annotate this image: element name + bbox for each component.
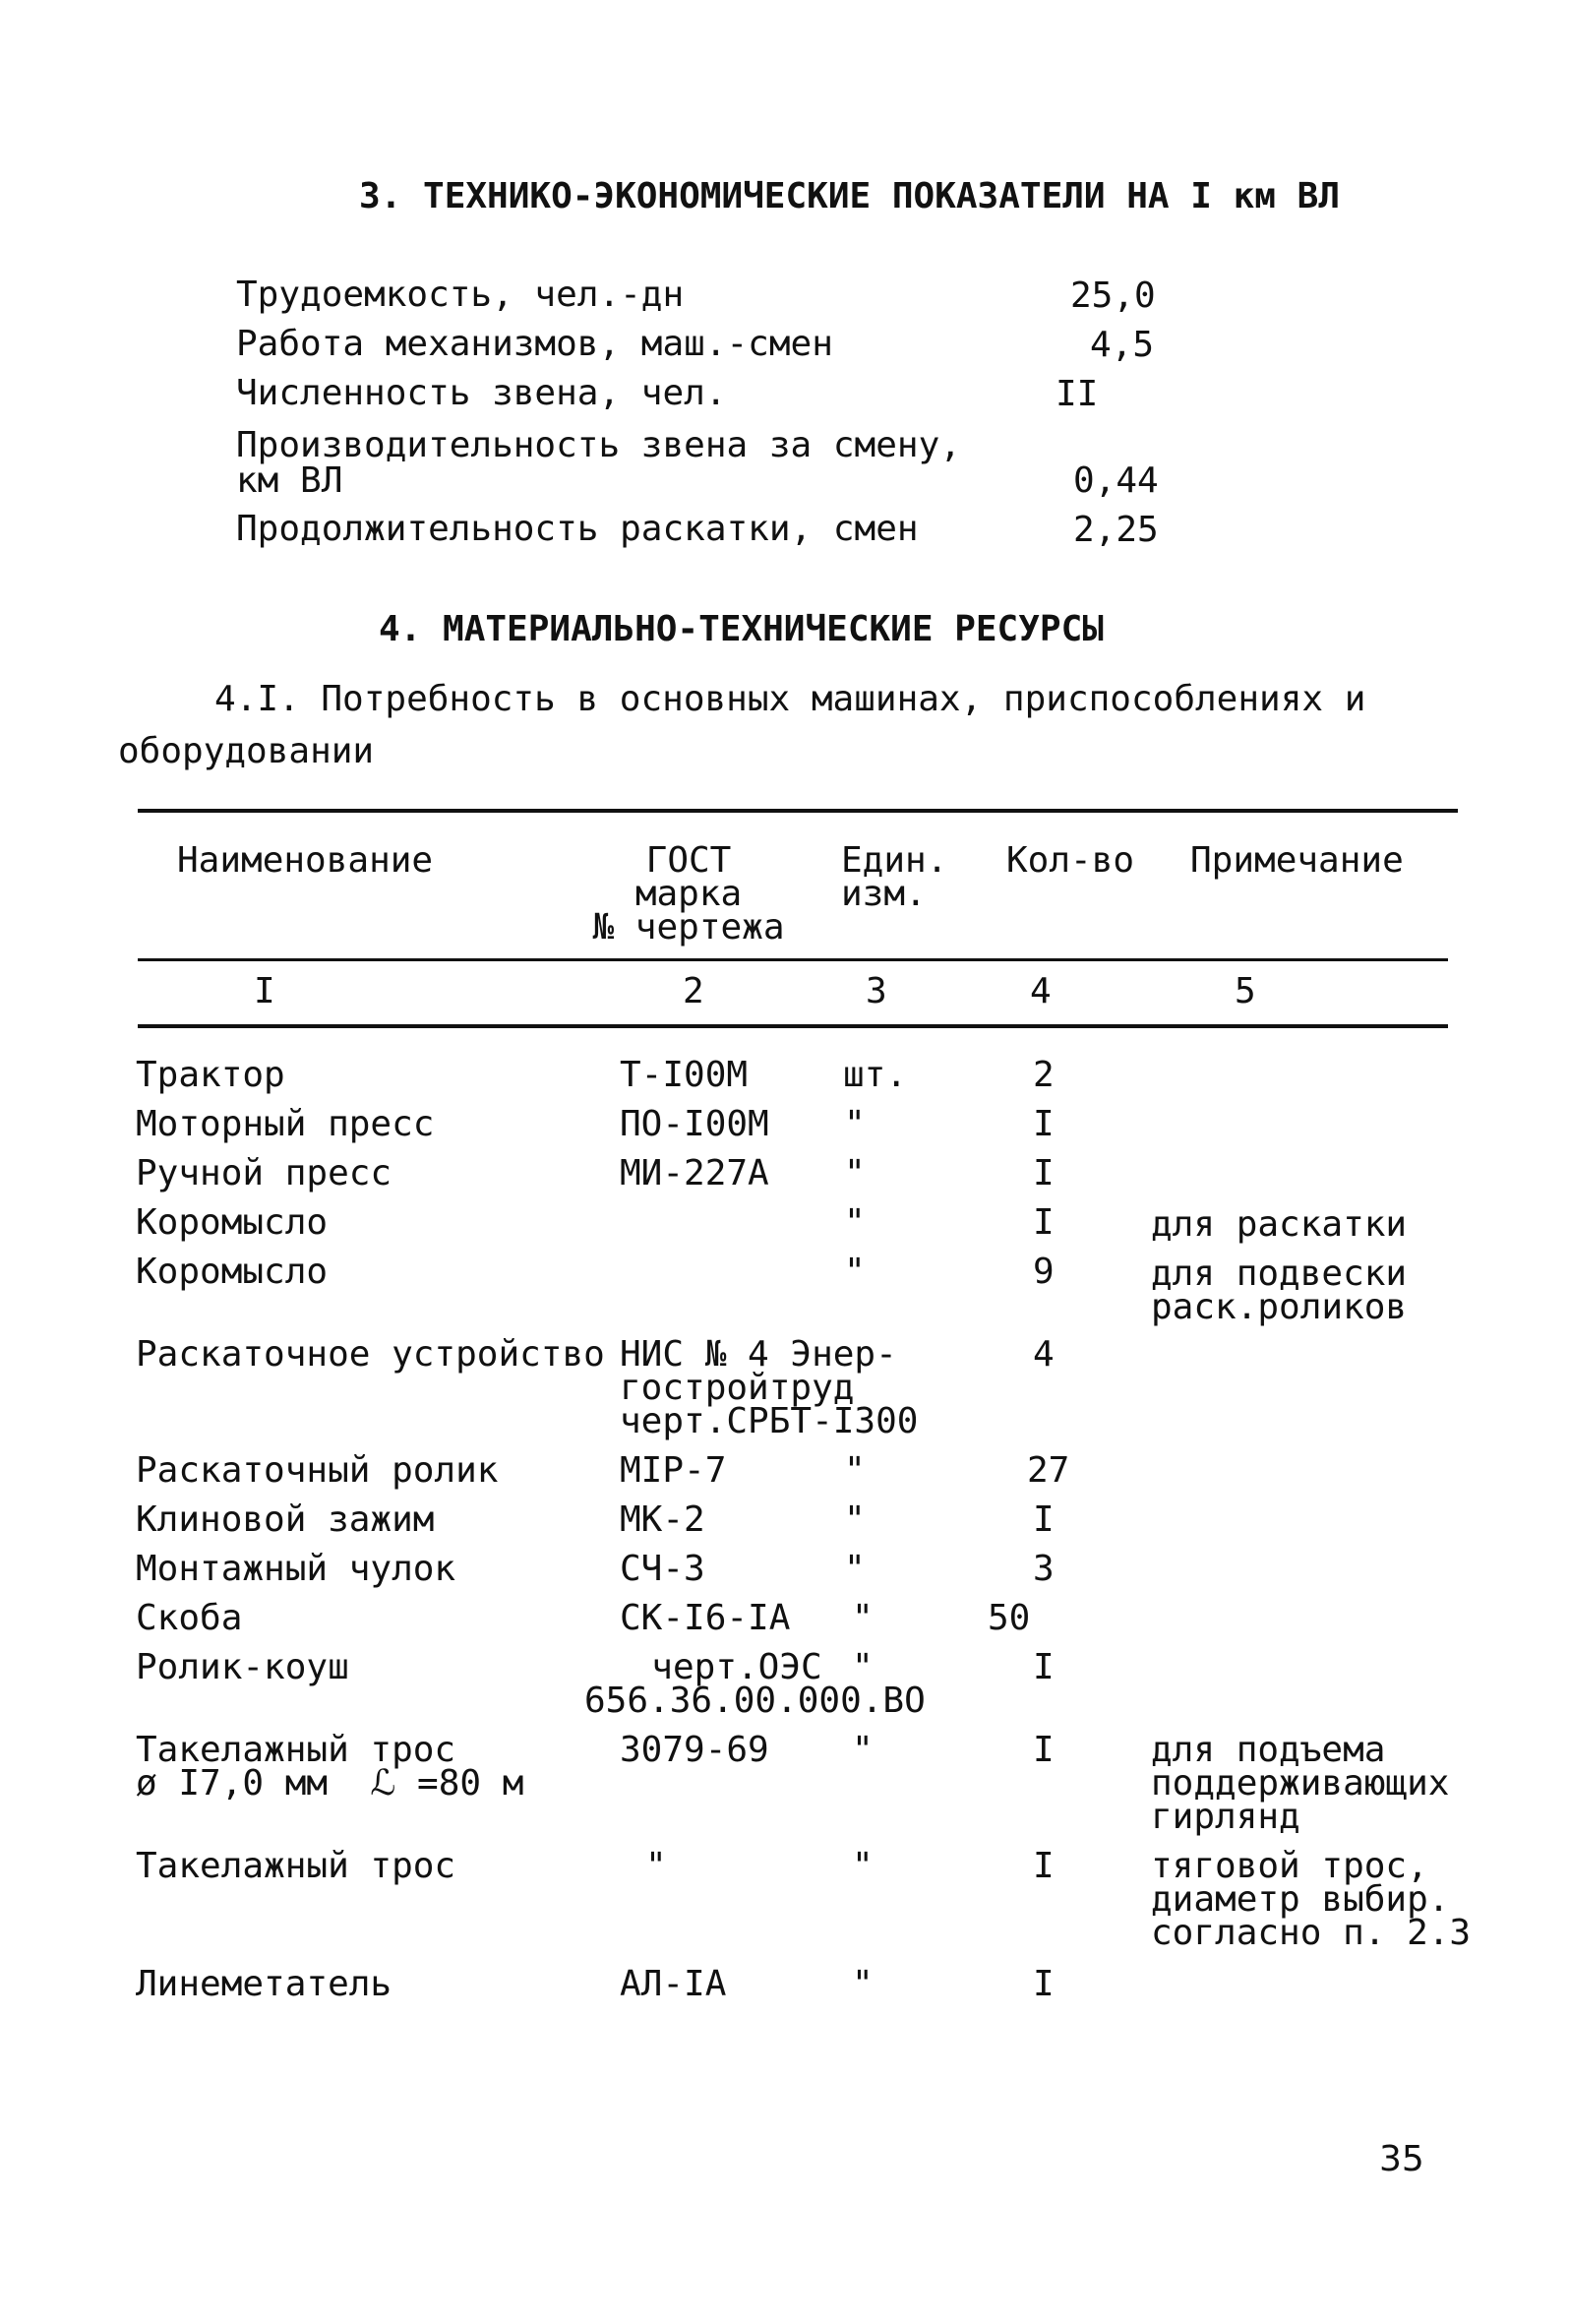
cell-note: тяговой трос, диаметр выбир. согласно п. 2.3 [1151,1846,1472,1953]
cell-qty: I [1033,1104,1055,1144]
cell-name: Линеметатель [136,1964,392,2004]
indicator-value: 2,25 [1073,510,1159,550]
indicator-label: Работа механизмов, маш.-смен [236,324,833,364]
cell-unit: " [852,1846,874,1886]
indicator-label: Продолжительность раскатки, смен [236,509,919,549]
cell-qty: 2 [1033,1055,1055,1095]
cell-gost: ПО-I00М [620,1104,769,1144]
cell-unit: " [852,1647,874,1687]
table-header-rule [138,958,1448,961]
cell-gost: АЛ-IА [620,1964,727,2004]
cell-unit: " [852,1730,874,1770]
cell-name: Ручной пресс [136,1153,392,1193]
cell-name: Такелажный трос [136,1846,456,1886]
cell-name: Коромысло [136,1202,329,1243]
cell-name: Монтажный чулок [136,1549,456,1589]
column-number: 4 [1030,971,1052,1011]
cell-qty: 50 [988,1598,1031,1638]
cell-unit: " [844,1450,866,1491]
cell-name: Ролик-коуш [136,1647,349,1687]
cell-gost: МIР-7 [620,1450,727,1491]
indicator-value: 0,44 [1073,460,1159,501]
cell-note: для подвески раск.роликов [1151,1254,1408,1327]
cell-name: Раскаточное устройство [136,1334,605,1375]
cell-gost: Т-I00М [620,1055,749,1095]
cell-unit: " [844,1104,866,1144]
indicator-label: Трудоемкость, чел.-дн [236,275,685,315]
cell-qty: 4 [1033,1334,1055,1375]
cell-name: Моторный пресс [136,1104,435,1144]
cell-unit: " [844,1549,866,1589]
section4-title: 4. МАТЕРИАЛЬНО-ТЕХНИЧЕСКИЕ РЕСУРСЫ [379,609,1104,649]
column-number: I [254,971,275,1011]
cell-gost: НИС № 4 Энер- гостройтруд черт.СРБТ-I300 [620,1334,919,1441]
cell-gost: МК-2 [620,1499,705,1540]
cell-qty: I [1033,1846,1055,1886]
cell-qty: I [1033,1153,1055,1193]
cell-gost: черт.ОЭС 656.36.00.000.ВО [584,1647,926,1721]
cell-unit: " [844,1202,866,1243]
section4-subtitle-cont: оборудовании [118,731,375,771]
column-number: 3 [866,971,887,1011]
cell-name: Скоба [136,1598,243,1638]
column-number: 2 [683,971,704,1011]
cell-qty: I [1033,1499,1055,1540]
header-gost: ГОСТ марка № чертежа [592,840,785,948]
column-number: 5 [1235,971,1256,1011]
cell-unit: шт. [843,1055,908,1095]
cell-name: Раскаточный ролик [136,1450,499,1491]
indicator-value: II [1056,374,1099,414]
cell-name: Трактор [136,1055,285,1095]
cell-qty: I [1033,1964,1055,2004]
section4-subtitle: 4.I. Потребность в основных машинах, приспособлениях и [214,679,1366,719]
cell-unit: " [852,1598,874,1638]
cell-name: Такелажный трос ø I7,0 мм ℒ =80 м [136,1730,524,1804]
cell-gost: 3079-69 [620,1730,769,1770]
cell-note: для подъема поддерживающих гирлянд [1151,1730,1450,1837]
header-note: Примечание [1190,840,1404,881]
cell-unit: " [844,1499,866,1540]
cell-gost: СК-I6-IА [620,1598,791,1638]
indicator-label: Производительность звена за смену, км ВЛ [236,425,961,501]
cell-qty: I [1033,1647,1055,1687]
section3-title: 3. ТЕХНИКО-ЭКОНОМИЧЕСКИЕ ПОКАЗАТЕЛИ НА I км ВЛ [359,176,1340,216]
header-qty: Кол-во [1006,840,1135,881]
cell-unit: " [844,1252,866,1292]
cell-name: Клиновой зажим [136,1499,435,1540]
cell-note: для раскатки [1151,1204,1408,1245]
cell-qty: I [1033,1730,1055,1770]
table-numbers-rule [138,1024,1448,1028]
cell-unit: " [852,1964,874,2004]
header-name: Наименование [177,840,434,881]
cell-name: Коромысло [136,1252,329,1292]
cell-gost: МИ-227А [620,1153,769,1193]
cell-gost: СЧ-3 [620,1549,705,1589]
indicator-label: Численность звена, чел. [236,373,727,413]
indicator-value: 25,0 [1070,275,1156,316]
table-top-rule [138,809,1458,813]
cell-qty: I [1033,1202,1055,1243]
indicator-value: 4,5 [1090,325,1155,365]
cell-qty: 3 [1033,1549,1055,1589]
cell-gost: " [645,1846,667,1886]
cell-qty: 27 [1027,1450,1070,1491]
cell-unit: " [844,1153,866,1193]
page-number: 35 [1379,2139,1424,2179]
header-unit: Един. изм. [841,840,948,914]
cell-qty: 9 [1033,1252,1055,1292]
